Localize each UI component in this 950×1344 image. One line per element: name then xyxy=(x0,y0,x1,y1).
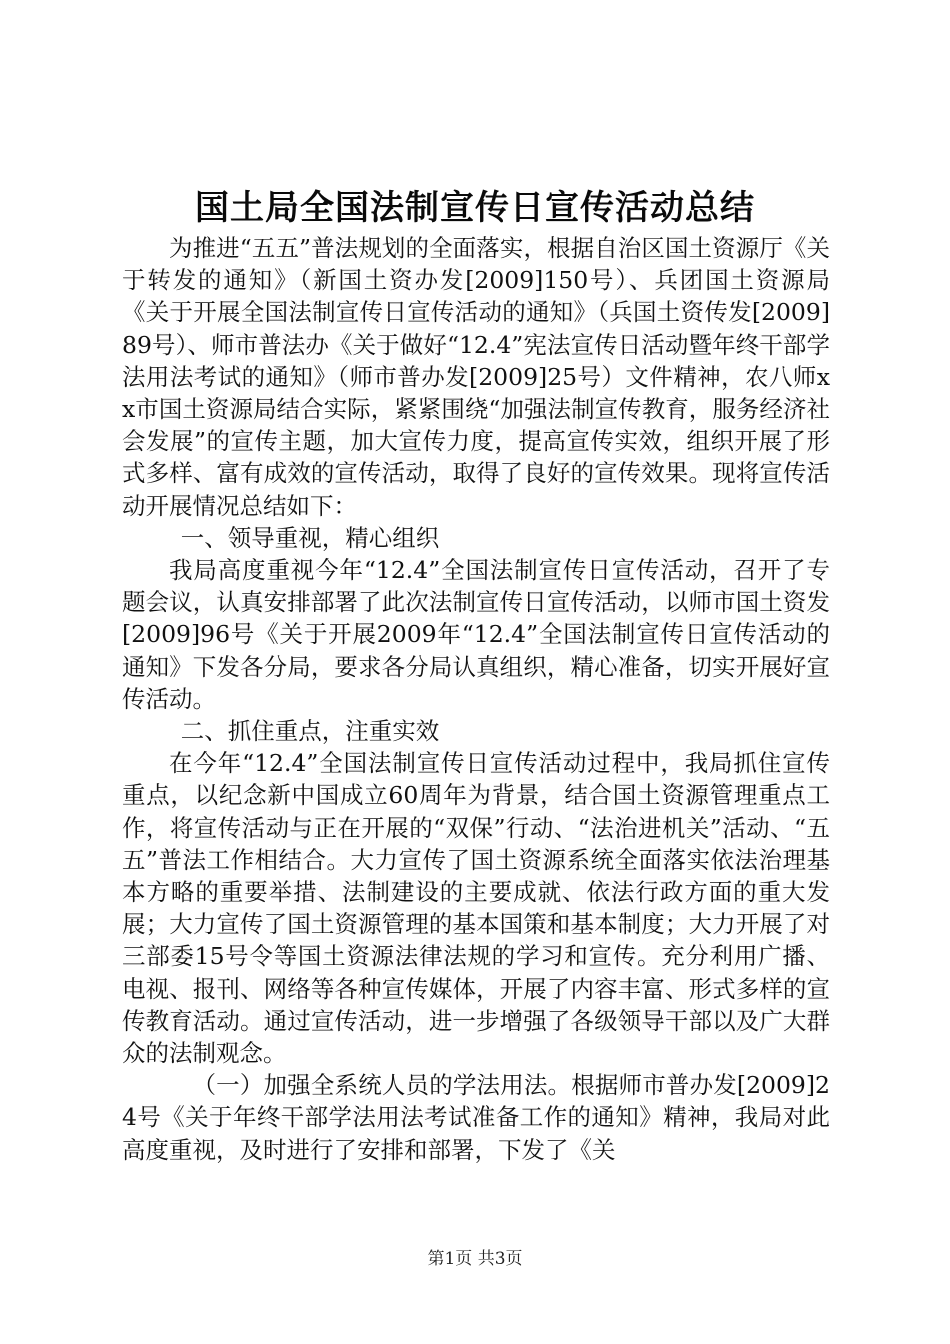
paragraph-intro: 为推进“五五”普法规划的全面落实，根据自治区国土资源厅《关于转发的通知》（新国土资办发[2009]150号）、兵团国土资源局《关于开展全国法制宣传日宣传活动的通知》（兵国土资传发[2009]89号）、师市普法办《关于做好“12.4”宪法宣传日活动暨年终干部学法用法考试的通知》（师市普办发[2009]25号）文件精神，农八师xx市国土资源局结合实际，紧紧围绕“加强法制宣传教育，服务经济社会发展”的宣传主题，加大宣传力度，提高宣传实效，组织开展了形式多样、富有成效的宣传活动，取得了良好的宣传效果。现将宣传活动开展情况总结如下： xyxy=(122,234,830,520)
paragraph-section-1: 我局高度重视今年“12.4”全国法制宣传日宣传活动，召开了专题会议，认真安排部署了此次法制宣传日宣传活动，以师市国土资发[2009]96号《关于开展2009年“12.4”全国法制宣传日宣传活动的通知》下发各分局，要求各分局认真组织，精心准备，切实开展好宣传活动。 xyxy=(122,556,830,713)
document-body xyxy=(122,232,830,1166)
paragraph-section-2: 在今年“12.4”全国法制宣传日宣传活动过程中，我局抓住宣传重点，以纪念新中国成立60周年为背景，结合国土资源管理重点工作，将宣传活动与正在开展的“双保”行动、“法治进机关”活动、“五五”普法工作相结合。大力宣传了国土资源系统全面落实依法治理基本方略的重要举措、法制建设的主要成就、依法行政方面的重大发展；大力宣传了国土资源管理的基本国策和基本制度；大力开展了对三部委15号令等国土资源法律法规的学习和宣传。充分利用广播、电视、报刊、网络等各种宣传媒体，开展了内容丰富、形式多样的宣传教育活动。通过宣传活动，进一步增强了各级领导干部以及广大群众的法制观念。 xyxy=(122,749,830,1068)
document-title: 国土局全国法制宣传日宣传活动总结 xyxy=(195,188,755,228)
section-heading-2: 二、抓住重点，注重实效 xyxy=(180,717,440,746)
paragraph-subsection-1: （一）加强全系统人员的学法用法。根据师市普办发[2009]24号《关于年终干部学法用法考试准备工作的通知》精神，我局对此高度重视，及时进行了安排和部署，下发了《关 xyxy=(122,1071,830,1164)
page-footer: 第1页 共3页 xyxy=(427,1249,523,1269)
section-heading-1: 一、领导重视，精心组织 xyxy=(180,523,440,552)
